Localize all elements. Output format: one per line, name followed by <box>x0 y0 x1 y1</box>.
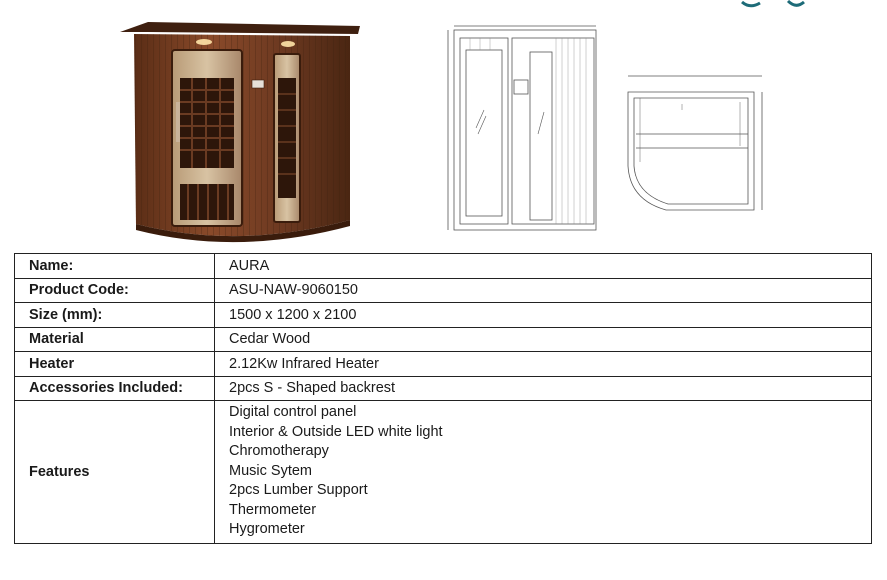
spec-label-material: Material <box>15 327 215 352</box>
list-item: Thermometer <box>229 501 317 518</box>
spec-value-name: AURA <box>215 254 872 279</box>
spec-value-heater: 2.12Kw Infrared Heater <box>215 352 872 377</box>
table-row <box>15 303 872 328</box>
front-elevation-drawing <box>440 24 600 238</box>
spec-value-material: Cedar Wood <box>215 327 872 352</box>
list-item: Digital control panel <box>229 404 357 420</box>
spec-table <box>14 253 872 544</box>
table-row <box>15 278 872 303</box>
spec-label-name: Name: <box>15 254 215 279</box>
list-item: Interior & Outside LED white light <box>229 423 443 440</box>
spec-value-code: ASU-NAW-9060150 <box>215 278 872 303</box>
top-view-drawing <box>622 70 770 216</box>
spec-label-accessories: Accessories Included: <box>15 376 215 401</box>
spec-label-code: Product Code: <box>15 278 215 303</box>
list-item: 2pcs Lumber Support <box>229 482 368 498</box>
spec-label-features: Features <box>15 401 215 544</box>
spec-label-size: Size (mm): <box>15 303 215 328</box>
spec-value-features <box>215 401 872 544</box>
list-item: Music Sytem <box>229 462 312 479</box>
brand-logo-fragment <box>740 0 830 10</box>
spec-value-accessories: 2pcs S - Shaped backrest <box>215 376 872 401</box>
spec-value-size: 1500 x 1200 x 2100 <box>215 303 872 328</box>
spec-label-heater: Heater <box>15 352 215 377</box>
sauna-product-photo <box>118 18 362 244</box>
table-row <box>15 401 872 544</box>
table-row <box>15 352 872 377</box>
table-row <box>15 254 872 279</box>
list-item: Hygrometer <box>229 521 305 537</box>
list-item: Chromotherapy <box>229 443 329 459</box>
table-row <box>15 327 872 352</box>
table-row <box>15 376 872 401</box>
features-list <box>229 401 857 543</box>
